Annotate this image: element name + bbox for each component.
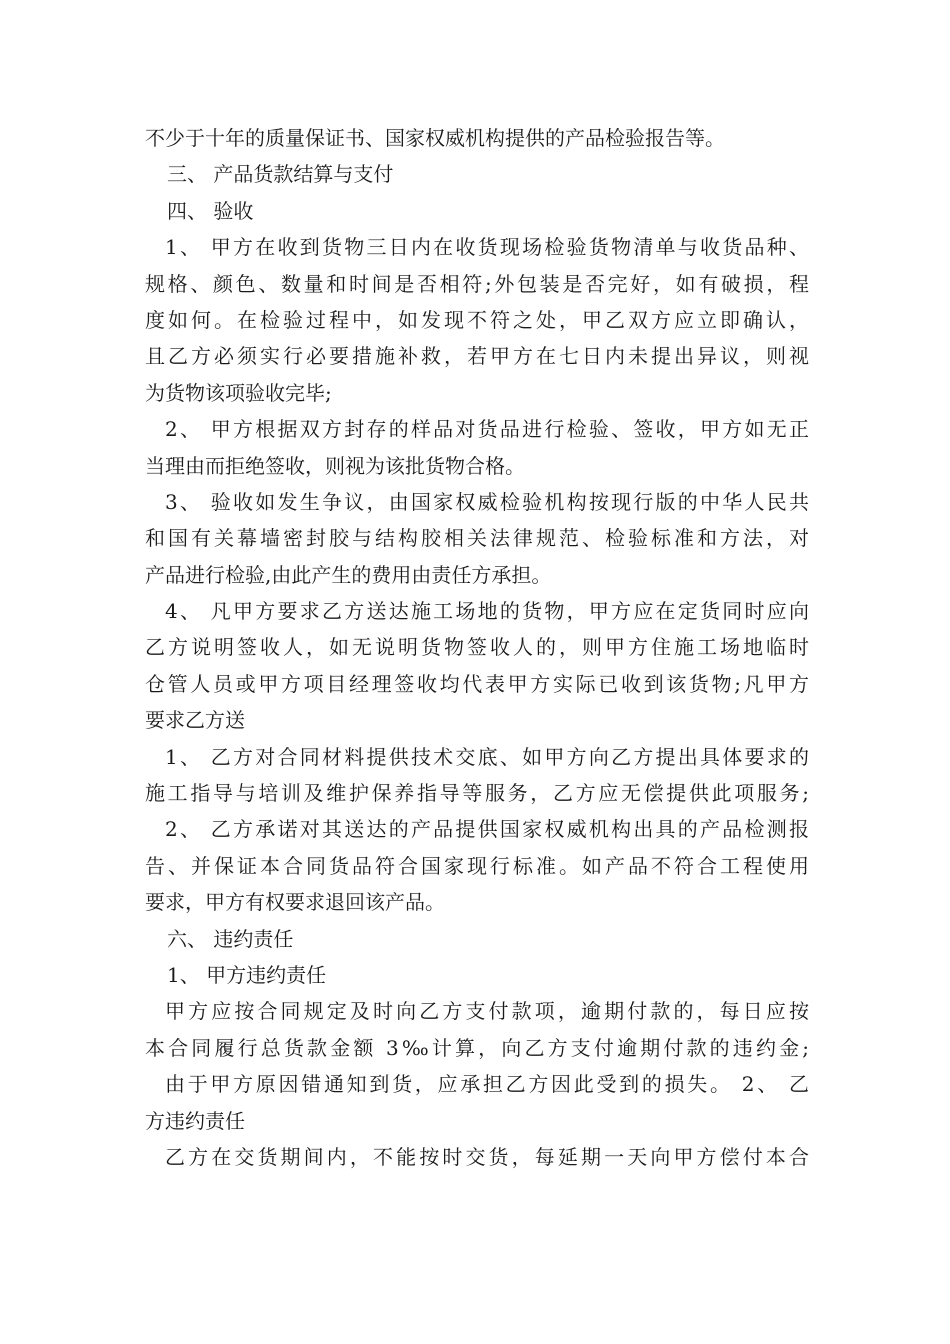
text-line: 不少于十年的质量保证书、国家权威机构提供的产品检验报告等。 <box>145 126 725 150</box>
text-line: 度如何。在检验过程中，如发现不符之处，甲乙双方应立即确认， <box>145 307 809 332</box>
text-line: 规格、颜色、数量和时间是否相符;外包装是否完好，如有破损，程 <box>145 271 809 296</box>
text-line: 当理由而拒绝签收，则视为该批货物合格。 <box>145 453 525 478</box>
text-line: 六、 违约责任 <box>167 926 294 951</box>
text-line: 三、 产品货款结算与支付 <box>167 162 394 187</box>
text-line: 仓管人员或甲方项目经理签收均代表甲方实际已收到该货物;凡甲方 <box>145 671 809 696</box>
text-line: 1、 乙方对合同材料提供技术交底、如甲方向乙方提出具体要求的 <box>165 744 809 769</box>
text-line: 4、 凡甲方要求乙方送达施工场地的货物，甲方应在定货同时应向 <box>165 599 809 624</box>
text-line: 乙方在交货期间内，不能按时交货，每延期一天向甲方偿付本合 <box>165 1144 809 1169</box>
text-line: 3、 验收如发生争议，由国家权威检验机构按现行版的中华人民共 <box>165 489 809 514</box>
document-page <box>145 120 809 1175</box>
text-line: 且乙方必须实行必要措施补救，若甲方在七日内未提出异议，则视 <box>145 344 809 369</box>
text-line: 方违约责任 <box>145 1108 245 1133</box>
text-line: 为货物该项验收完毕; <box>145 380 332 405</box>
text-line: 乙方说明签收人，如无说明货物签收人的，则甲方住施工场地临时 <box>145 635 809 660</box>
text-line: 1、 甲方违约责任 <box>167 962 327 987</box>
text-line: 2、 乙方承诺对其送达的产品提供国家权威机构出具的产品检测报 <box>165 817 809 842</box>
text-line: 四、 验收 <box>167 198 254 223</box>
text-line: 产品进行检验,由此产生的费用由责任方承担。 <box>145 562 552 587</box>
text-line: 甲方应按合同规定及时向乙方支付款项，逾期付款的，每日应按 <box>165 999 809 1024</box>
text-line: 由于甲方原因错通知到货，应承担乙方因此受到的损失。 2、 乙 <box>165 1072 809 1097</box>
text-line: 要求乙方送 <box>145 708 245 733</box>
text-line: 施工指导与培训及维护保养指导等服务，乙方应无偿提供此项服务; <box>145 781 809 806</box>
text-line: 2、 甲方根据双方封存的样品对货品进行检验、签收，甲方如无正 <box>165 417 809 442</box>
text-line: 本合同履行总货款金额 3‰计算，向乙方支付逾期付款的违约金; <box>145 1035 809 1060</box>
text-line: 告、并保证本合同货品符合国家现行标准。如产品不符合工程使用 <box>145 853 809 878</box>
text-line: 1、 甲方在收到货物三日内在收货现场检验货物清单与收货品种、 <box>165 235 809 260</box>
text-line: 要求，甲方有权要求退回该产品。 <box>145 890 445 915</box>
text-line: 和国有关幕墙密封胶与结构胶相关法律规范、检验标准和方法，对 <box>145 526 809 551</box>
